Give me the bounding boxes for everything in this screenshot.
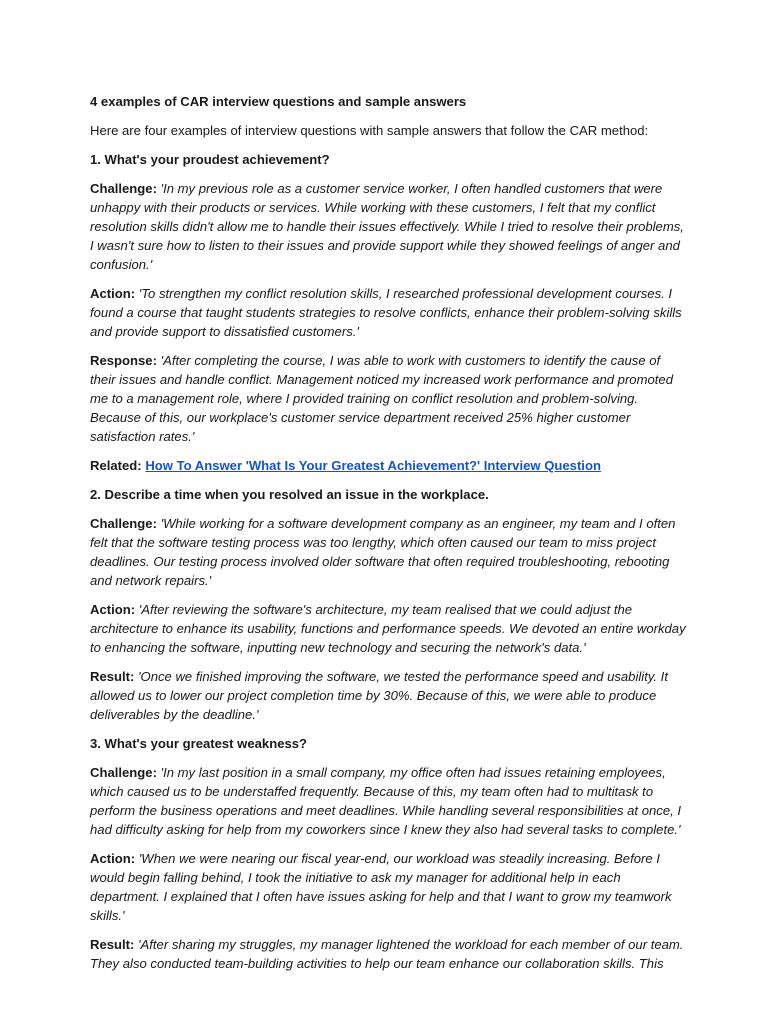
q2-action-paragraph: [90, 600, 686, 657]
related-label: Related:: [90, 458, 142, 473]
q1-challenge-label: Challenge:: [90, 181, 157, 196]
q2-challenge-text: 'While working for a software development company as an engineer, my team and I often felt that the software testing process was too lengthy, which often caused our team to miss project deadlines. Our testing process involved older software that often required troubleshooting, rebooting and network repairs.': [90, 516, 676, 588]
q3-challenge-paragraph: [90, 763, 686, 839]
q2-result-text: 'Once we finished improving the software, we tested the performance speed and usability. It allowed us to lower our project completion time by 30%. Because of this, we were able to produce deliverables by the deadline.': [90, 669, 668, 722]
q3-action-label: Action:: [90, 851, 136, 866]
document-title: 4 examples of CAR interview questions and sample answers: [90, 94, 467, 109]
q3-result-paragraph: [90, 935, 686, 973]
q3-result-label: Result:: [90, 937, 135, 952]
q1-action-label: Action:: [90, 286, 136, 301]
q1-challenge-paragraph: [90, 179, 686, 274]
q3-action-paragraph: [90, 849, 686, 925]
q2-result-paragraph: [90, 667, 686, 724]
q2-result-label: Result:: [90, 669, 135, 684]
q1-action-text: 'To strengthen my conflict resolution skills, I researched professional development courses. I found a course that taught students strategies to resolve conflicts, enhance their problem-solving skills and provide support to dissatisfied customers.': [90, 286, 682, 339]
related-article-link[interactable]: How To Answer 'What Is Your Greatest Achievement?' Interview Question: [145, 458, 601, 473]
intro-paragraph: Here are four examples of interview questions with sample answers that follow the CAR method:: [90, 123, 649, 138]
q3-action-text: 'When we were nearing our fiscal year-end, our workload was steadily increasing. Before I would begin falling behind, I took the initiative to ask my manager for additional help in each department. I explained that I often have issues asking for help and that I want to grow my teamwork skills.': [90, 851, 672, 923]
q2-action-text: 'After reviewing the software's architecture, my team realised that we could adjust the architecture to enhance its usability, functions and performance speeds. We devoted an entire workday to enhancing the software, inputting new technology and securing the network's data.': [90, 602, 686, 655]
question-3-heading: 3. What's your greatest weakness?: [90, 736, 308, 751]
q1-challenge-text: 'In my previous role as a customer service worker, I often handled customers that were unhappy with their products or services. While working with these customers, I felt that my conflict resolution skills didn't allow me to handle their issues effectively. While I tried to resolve their problems, I wasn't sure how to listen to their issues and provide support while they showed feelings of anger and confusion.': [90, 181, 684, 272]
q3-challenge-label: Challenge:: [90, 765, 157, 780]
q1-related-paragraph: [90, 456, 686, 475]
q1-response-paragraph: [90, 351, 686, 446]
q3-result-text: 'After sharing my struggles, my manager lightened the workload for each member of our team. They also conducted team-building activities to help our team enhance our collaboration skills. This: [90, 937, 684, 971]
q1-action-paragraph: [90, 284, 686, 341]
q2-challenge-paragraph: [90, 514, 686, 590]
question-1-heading: 1. What's your proudest achievement?: [90, 152, 330, 167]
question-2-heading: 2. Describe a time when you resolved an issue in the workplace.: [90, 487, 489, 502]
q1-response-text: 'After completing the course, I was able to work with customers to identify the cause of their issues and handle conflict. Management noticed my increased work performance and promoted me to a management role, where I provided training on conflict resolution and problem-solving. Because of this, our workplace's customer service department received 25% higher customer satisfaction rates.': [90, 353, 673, 444]
q2-challenge-label: Challenge:: [90, 516, 157, 531]
document-page: [90, 92, 686, 983]
q1-response-label: Response:: [90, 353, 157, 368]
q3-challenge-text: 'In my last position in a small company, my office often had issues retaining employees, which caused us to be understaffed frequently. Because of this, my team often had to multitask to perform the business operations and meet deadlines. While handling several responsibilities at once, I had difficulty asking for help from my coworkers since I knew they also had several tasks to complete.': [90, 765, 682, 837]
q2-action-label: Action:: [90, 602, 136, 617]
